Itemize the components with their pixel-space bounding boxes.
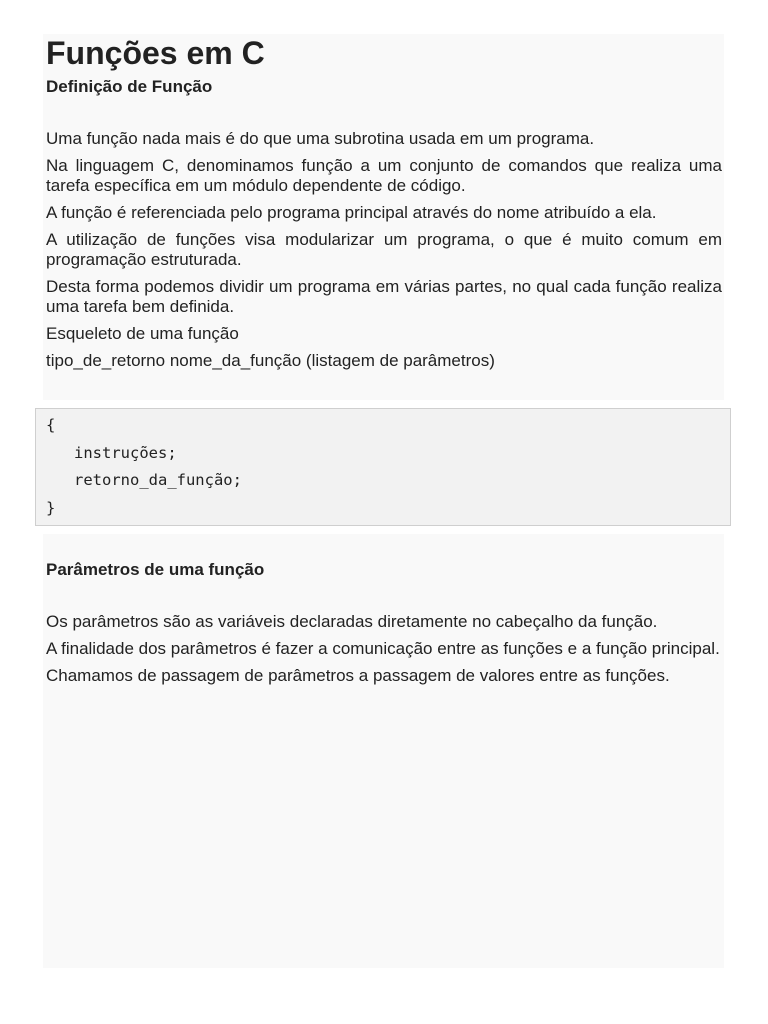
section-heading-parametros: Parâmetros de uma função <box>46 560 265 579</box>
paragraph: Na linguagem C, denominamos função a um conjunto de comandos que realiza uma tarefa específica em um módulo dependente de código. <box>46 156 722 195</box>
page-title: Funções em C <box>46 35 265 71</box>
code-line: instruções; <box>46 444 177 462</box>
code-line: } <box>46 499 56 517</box>
paragraph-list <box>46 612 722 686</box>
paragraph: A função é referenciada pelo programa principal através do nome atribuído a ela. <box>46 203 657 222</box>
section-definicao <box>43 34 724 400</box>
paragraph: Esqueleto de uma função <box>46 324 239 343</box>
paragraph: Os parâmetros são as variáveis declaradas diretamente no cabeçalho da função. <box>46 612 658 631</box>
code-line: { <box>46 416 56 434</box>
paragraph: Desta forma podemos dividir um programa em várias partes, no qual cada função realiza uma tarefa bem definida. <box>46 277 722 316</box>
paragraph: Uma função nada mais é do que uma subrotina usada em um programa. <box>46 129 595 148</box>
code-block <box>35 408 731 526</box>
section-heading-definicao: Definição de Função <box>46 77 213 96</box>
paragraph: Chamamos de passagem de parâmetros a passagem de valores entre as funções. <box>46 666 670 685</box>
paragraph: A finalidade dos parâmetros é fazer a comunicação entre as funções e a função principal. <box>46 639 720 658</box>
code-line: retorno_da_função; <box>46 471 242 489</box>
paragraph: A utilização de funções visa modularizar um programa, o que é muito comum em programação estruturada. <box>46 230 722 269</box>
paragraph: tipo_de_retorno nome_da_função (listagem de parâmetros) <box>46 351 495 370</box>
paragraph-list <box>46 129 722 371</box>
section-parametros <box>43 534 724 968</box>
